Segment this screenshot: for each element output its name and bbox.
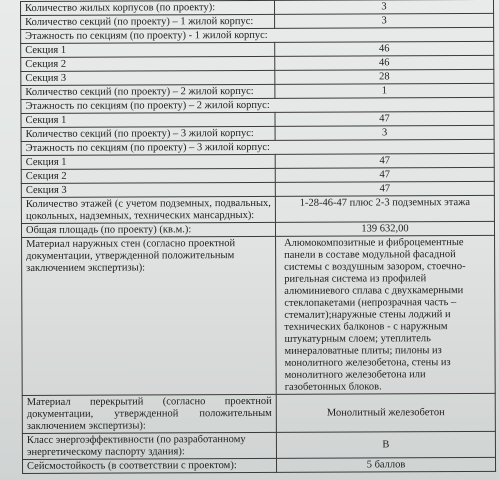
section-heading: Этажность по секциям (по проекту) – 3 жилой корпус:: [21, 139, 494, 155]
row-label: Количество секций (по проекту) – 2 жилой корпус:: [21, 84, 275, 99]
row-label: Количество секций (по проекту) – 1 жилой корпус:: [21, 14, 275, 29]
section-heading: Этажность по секциям (по проекту) - 1 жилой корпус:: [21, 27, 494, 43]
row-value: 139 632,00: [275, 221, 494, 236]
row-value: 47: [275, 111, 494, 126]
row-label: Материал перекрытий (согласно проектной документации, утвержденной положительным заключением экспертизы):: [22, 394, 276, 433]
row-value: 3: [275, 125, 494, 140]
row-label: Количество этажей (с учетом подземных, подвальных, цокольных, надземных, технических мансардных):: [21, 196, 275, 223]
row-value: Монолитный железобетон: [276, 393, 495, 432]
row-label: Секция 3: [21, 182, 275, 197]
row-label: Секция 2: [21, 168, 275, 183]
row-label: Сейсмостойкость (в соответствии с проектом):: [23, 458, 277, 473]
table-row: [23, 457, 496, 473]
table-row: [22, 235, 496, 395]
row-value: 46: [275, 55, 494, 70]
row-value: В: [276, 431, 495, 458]
row-label: Количество жилых корпусов (по проекту):: [21, 0, 275, 15]
row-label: Секция 1: [21, 112, 275, 127]
section-heading: Этажность по секциям (по проекту) – 2 жилой корпус:: [21, 97, 494, 113]
row-value: 28: [275, 69, 494, 84]
row-value: 47: [275, 181, 494, 196]
row-label: Секция 1: [21, 154, 275, 169]
row-value: 3: [275, 13, 494, 28]
row-label: Секция 3: [21, 70, 275, 85]
row-label: Секция 1: [21, 42, 275, 57]
table-row: [22, 431, 495, 459]
row-value: 1-28-46-47 плюс 2-3 подземных этажа: [275, 195, 494, 222]
row-value: 1: [275, 83, 494, 98]
row-label: Общая площадь (по проекту) (кв.м.):: [21, 222, 275, 237]
table-row: [22, 393, 495, 433]
row-label: Материал наружных стен (согласно проектной документации, утвержденной положительным заключением экспертизы):: [22, 236, 277, 395]
row-value: 3: [274, 0, 493, 14]
row-value: 5 баллов: [276, 457, 495, 472]
row-label: Количество секций (по проекту) – 3 жилой корпус:: [21, 126, 275, 141]
building-spec-table: [20, 0, 496, 474]
row-value: Алюмокомпозитные и фиброцементные панели в составе модульной фасадной системы с воздушным зазором, стоечно-ригельная система из профилей алюминиевого сплава с двухкамерными стеклопакетами (непрозрачная часть – стемалит);наружные стены лоджий и технических балконов - с наружным штукатурным слоем; утеплитель минераловатные плиты; пилоны из монолитного железобетона, стены из монолитного железобетона или газобетонных блоков.: [276, 235, 496, 394]
row-label: Класс энергоэффективности (по разработанному энергетическому паспорту здания):: [22, 432, 276, 459]
table-row: [21, 195, 494, 223]
row-value: 47: [275, 167, 494, 182]
row-label: Секция 2: [21, 56, 275, 71]
row-value: 47: [275, 153, 494, 168]
row-value: 46: [275, 41, 494, 56]
